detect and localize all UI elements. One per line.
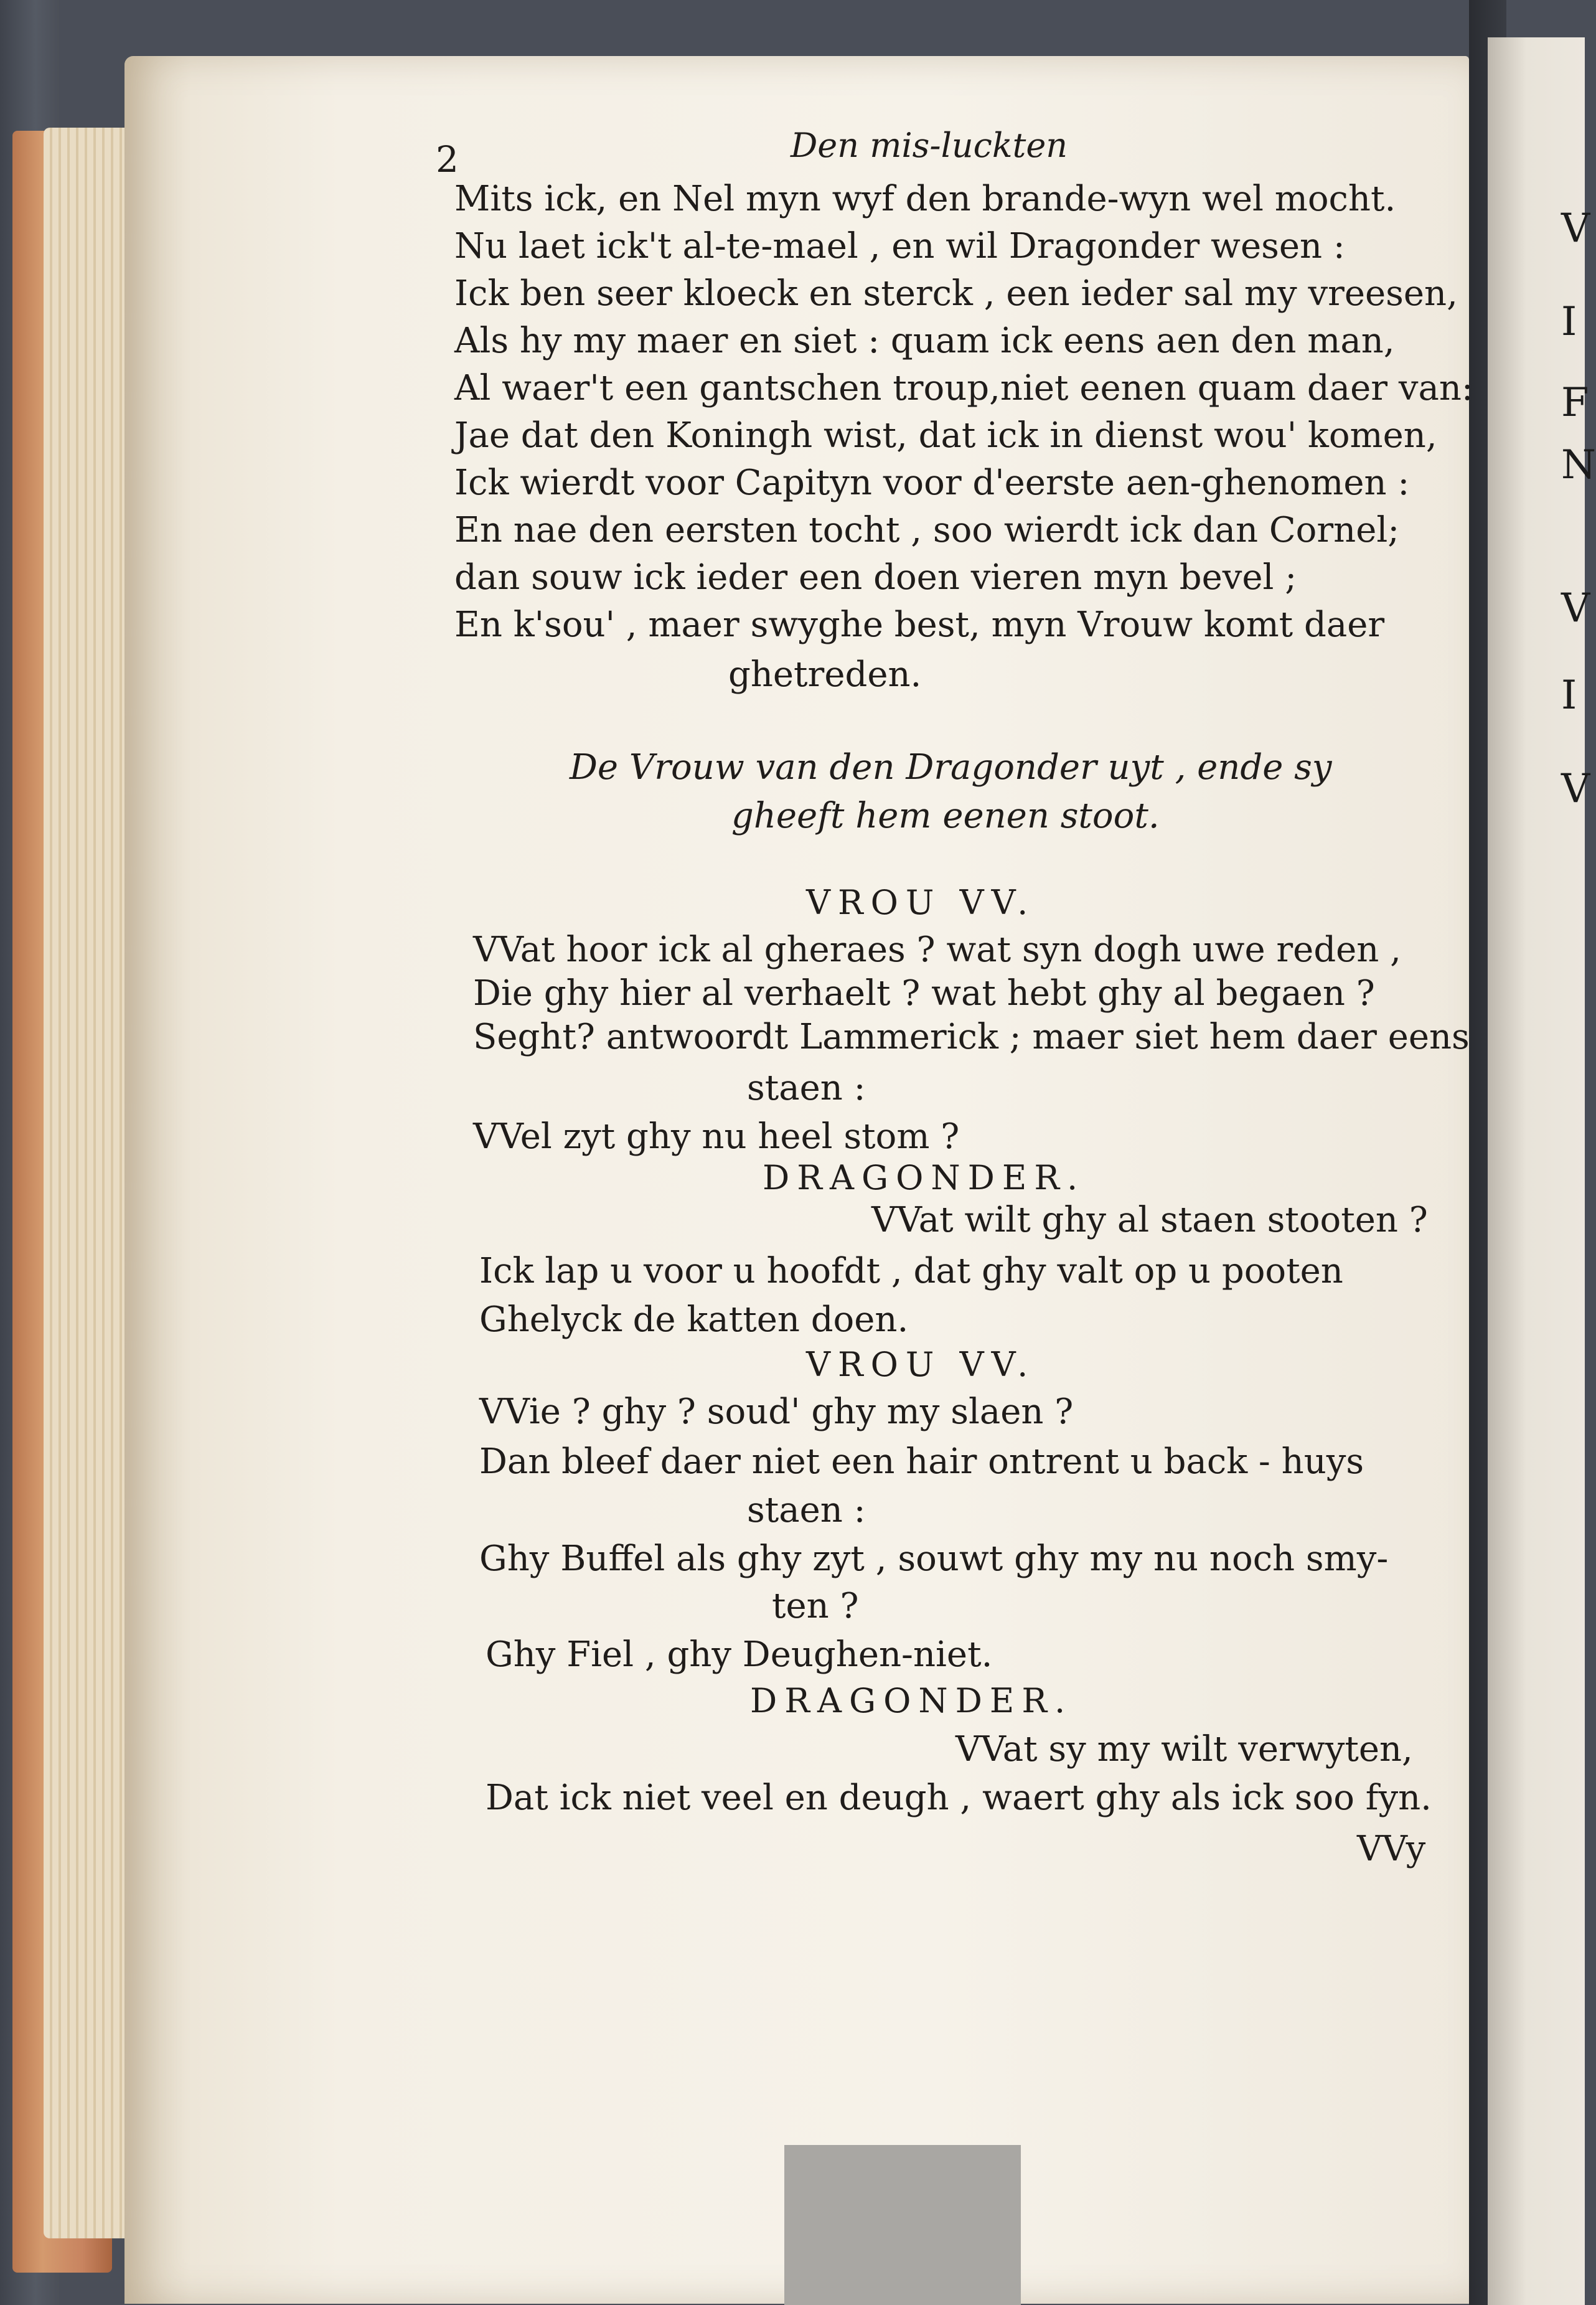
dialogue-line: Ghy Fiel , ghy Deughen-niet. xyxy=(486,1634,993,1675)
facing-page-glyph: F xyxy=(1561,380,1589,426)
facing-page-glyph: N xyxy=(1561,442,1596,488)
verse-line: Ick wierdt voor Capityn voor d'eerste aen-ghenomen : xyxy=(454,463,1410,503)
verse-line: En nae den eersten tocht , soo wierdt ick dan Cornel; xyxy=(454,510,1400,550)
dialogue-line: VVat hoor ick al gheraes ? wat syn dogh uwe reden , xyxy=(473,930,1401,970)
dialogue-line: VVat sy my wilt verwyten, xyxy=(955,1729,1413,1770)
verse-line: Al waer't een gantschen troup,niet eenen quam daer van: xyxy=(454,368,1473,408)
dialogue-line: staen : xyxy=(747,1490,866,1530)
stage-direction: De Vrouw van den Dragonder uyt , ende sy xyxy=(570,747,1332,788)
running-title: Den mis-luckten xyxy=(791,126,1068,165)
dialogue-line: Ghelyck de katten doen. xyxy=(479,1299,909,1340)
dialogue-line: Seght? antwoordt Lammerick ; maer siet hem daer eens xyxy=(473,1017,1470,1057)
dialogue-line: staen : xyxy=(747,1068,866,1108)
dialogue-line: Die ghy hier al verhaelt ? wat hebt ghy al begaen ? xyxy=(473,973,1375,1014)
verse-line: En k'sou' , maer swyghe best, myn Vrouw komt daer xyxy=(454,605,1385,645)
speaker-dragonder: DRAGONDER. xyxy=(763,1158,1086,1197)
dialogue-line: ten ? xyxy=(772,1586,859,1626)
dialogue-line: Dat ick niet veel en deugh , waert ghy als ick soo fyn. xyxy=(486,1778,1432,1818)
facing-page-glyph: I xyxy=(1561,672,1577,719)
verse-line: Ick ben seer kloeck en sterck , een ieder sal my vreesen, xyxy=(454,273,1458,314)
verse-line: Als hy my maer en siet : quam ick eens aen den man, xyxy=(454,321,1395,361)
speaker-dragonder: DRAGONDER. xyxy=(750,1681,1073,1720)
speaker-vrouw: VROU VV. xyxy=(806,1345,1036,1384)
facing-page-glyph: I xyxy=(1561,299,1577,345)
verse-line: dan souw ick ieder een doen vieren myn bevel ; xyxy=(454,557,1297,598)
verse-line: Jae dat den Koningh wist, dat ick in dienst wou' komen, xyxy=(454,415,1437,456)
verse-line: Nu laet ick't al-te-mael , en wil Dragonder wesen : xyxy=(454,226,1345,266)
stage-direction: gheeft hem eenen stoot. xyxy=(731,796,1160,836)
dialogue-line: VVel zyt ghy nu heel stom ? xyxy=(473,1116,960,1157)
page-number: 2 xyxy=(436,138,459,181)
facing-page-glyph: V xyxy=(1561,766,1590,812)
dialogue-line: Ick lap u voor u hoofdt , dat ghy valt op u pooten xyxy=(479,1251,1343,1291)
verse-line: Mits ick, en Nel myn wyf den brande-wyn wel mocht. xyxy=(454,179,1396,219)
facing-page-glyph: V xyxy=(1561,205,1590,252)
dialogue-line: VVie ? ghy ? soud' ghy my slaen ? xyxy=(479,1392,1074,1432)
facing-page-glyph: V xyxy=(1561,585,1590,631)
dialogue-line: VVat wilt ghy al staen stooten ? xyxy=(871,1200,1428,1240)
catchword: VVy xyxy=(1357,1829,1426,1869)
verse-line: ghetreden. xyxy=(728,654,922,695)
dialogue-line: Ghy Buffel als ghy zyt , souwt ghy my nu noch smy- xyxy=(479,1539,1389,1579)
speaker-vrouw: VROU VV. xyxy=(806,883,1036,922)
dialogue-line: Dan bleef daer niet een hair ontrent u back - huys xyxy=(479,1441,1364,1482)
